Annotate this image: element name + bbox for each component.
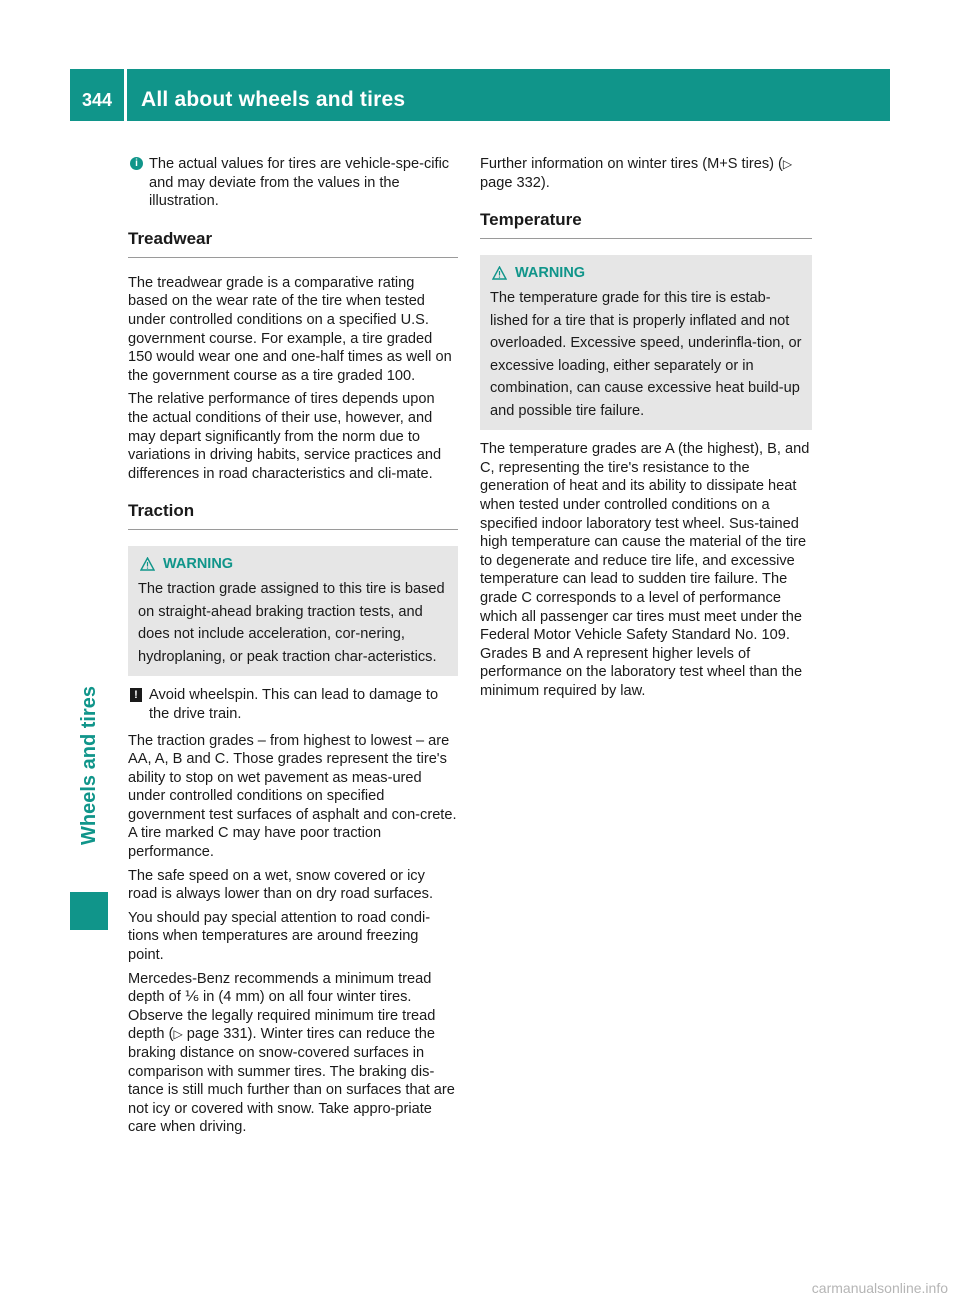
left-column (128, 155, 458, 1142)
page-ref-332-link[interactable]: page 332 (480, 174, 541, 191)
sidebar-label-text: Wheels and tires (77, 685, 100, 845)
caution-note-text: Avoid wheelspin. This can lead to damage to the drive train. (149, 687, 439, 722)
temperature-warning-title (490, 265, 802, 281)
info-icon: i (130, 157, 143, 170)
heading-temperature: Temperature (480, 210, 812, 239)
right-column (480, 155, 812, 706)
header-divider (124, 69, 127, 121)
winter-tires-text: Further information on winter tires (M+S tires) ( (480, 156, 783, 172)
watermark: carmanualsonline.info (811, 1280, 948, 1296)
traction-warning-label: WARNING (163, 556, 234, 573)
heading-traction: Traction (128, 501, 458, 530)
treadwear-paragraph-1: The treadwear grade is a comparative rating based on the wear rate of the tire when tested under controlled conditions on a specified U.S. government course. For example, a tire graded 150 would wear one and one-half times as well on the government course as a tire graded 100. (128, 274, 452, 384)
sidebar-marker (70, 892, 108, 930)
temperature-warning-label: WARNING (515, 265, 586, 282)
page-ref-arrow-icon: ▷ (173, 1027, 183, 1042)
tread-depth-text: Mercedes-Benz recommends a minimum tread depth of ⅙ in (4 mm) on all four winter tires. Observe the legally required minimum tire tread depth ( (128, 970, 436, 1043)
winter-tires-close: ). (540, 174, 550, 191)
traction-warning-box (128, 546, 458, 676)
caution-note (128, 686, 458, 723)
winter-tires-braking-text: ). Winter tires can reduce the braking distance on snow-covered surfaces in comparison with summer tires. The braking dis-tance is still much further than on surfaces that are not icy or covered with snow. Take appro-priate care when driving. (128, 1026, 455, 1136)
exclamation-icon: ! (130, 688, 142, 702)
warning-triangle-icon (492, 266, 507, 280)
page-ref-arrow-icon: ▷ (782, 157, 793, 171)
traction-paragraph-1: The traction grades – from highest to lowest – are AA, A, B and C. Those grades represent the tire's ability to stop on wet pavement as meas-ured under controlled conditions on specified government test surfaces of asphalt and con-crete. A tire marked C may have poor traction performance. (128, 732, 457, 861)
traction-paragraph-4 (128, 970, 458, 1137)
treadwear-paragraph-2: The relative performance of tires depends upon the actual conditions of their use, however, and may depart significantly from the norm due to variations in driving habits, service practices and differences in road characteristics and cli-mate. (128, 391, 442, 482)
heading-treadwear: Treadwear (128, 229, 458, 258)
winter-tires-info (480, 155, 812, 192)
page-title: All about wheels and tires (141, 88, 406, 111)
temperature-paragraph-1: The temperature grades are A (the highest), B, and C, representing the tire's resistance to the generation of heat and its ability to dissipate heat when tested under controlled conditions on a specified indoor laboratory test wheel. Sus-tained high temperature can cause the material of the tire to degenerate and reduce tire life, and excessive temperature can lead to sudden tire failure. The grade C corresponds to a level of performance which all passenger car tires must meet under the Federal Motor Vehicle Safety Standard No. 109. Grades B and A represent higher levels of performance on the laboratory test wheel than the minimum required by law. (480, 441, 810, 699)
warning-triangle-icon (140, 557, 155, 571)
traction-warning-title (138, 556, 448, 572)
sidebar-section-label (70, 650, 108, 880)
page-number: 344 (82, 90, 113, 110)
traction-paragraph-2: The safe speed on a wet, snow covered or icy road is always lower than on dry road surfaces. (128, 867, 433, 903)
info-note (128, 155, 458, 211)
temperature-warning-text: The temperature grade for this tire is estab-lished for a tire that is properly inflated and not overloaded. Excessive speed, underinfla-tion, or excessive loading, either separately or in combination, can cause excessive heat build-up and possible tire failure. (490, 290, 802, 419)
page-ref-331-link[interactable]: page 331 (186, 1026, 248, 1043)
traction-warning-text: The traction grade assigned to this tire is based on straight-ahead braking traction tests, and does not include acceleration, cor-nering, hydroplaning, or peak traction char-acteristics. (138, 581, 445, 665)
traction-paragraph-3: You should pay special attention to road condi-tions when temperatures are around freezing point. (128, 909, 431, 964)
info-note-text: The actual values for tires are vehicle-spe-cific and may deviate from the values in the illustration. (149, 156, 450, 210)
temperature-warning-box (480, 255, 812, 430)
